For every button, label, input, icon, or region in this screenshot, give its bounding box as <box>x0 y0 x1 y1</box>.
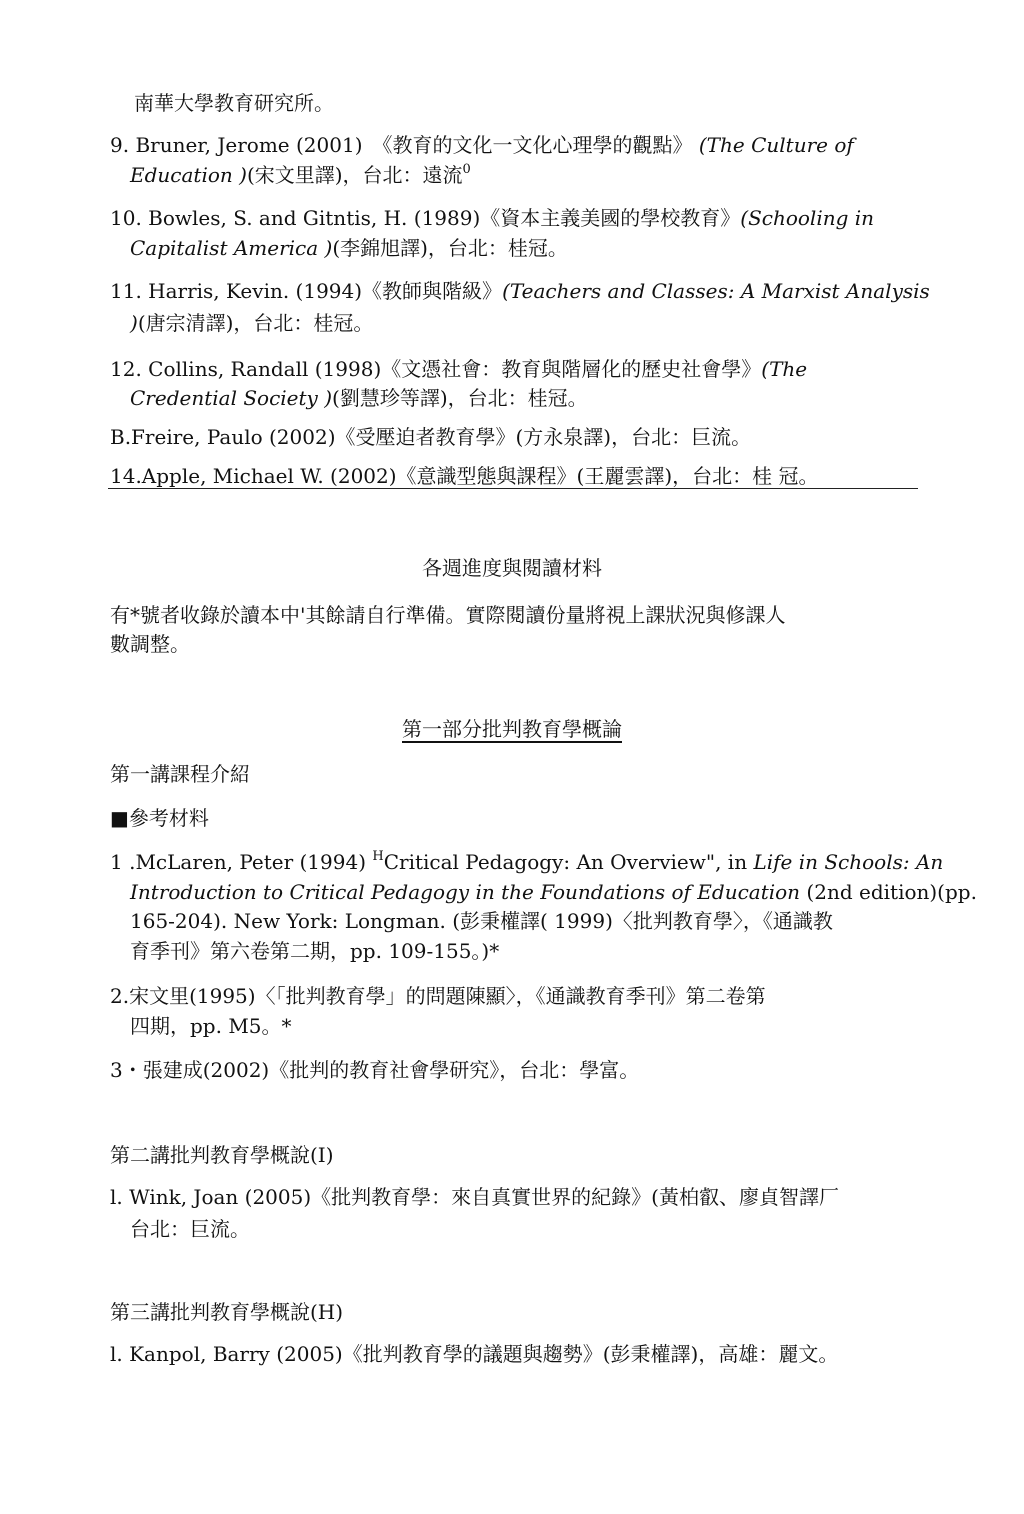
lecture1-item1-line4: 育季刊》第六卷第二期，pp. 109-155。)* <box>130 939 500 963</box>
ref-11-line2 <box>130 308 373 338</box>
ref-12-english-title: (The <box>761 357 808 381</box>
lecture1-item1-superscript: H <box>372 849 384 864</box>
lecture1-item1-edition: (2nd edition)(pp. <box>806 880 977 904</box>
lecture1-item2-line2: 四期，pp. M5。* <box>130 1014 292 1038</box>
weekly-heading: 各週進度與閱讀材料 <box>422 556 602 580</box>
lecture1-item1-author: 1 .McLaren, Peter (1994) <box>110 850 367 874</box>
ref-12-publisher: (劉慧珍等譯)，台北：桂冠。 <box>332 386 588 410</box>
ref-11-line1 <box>110 276 930 306</box>
lecture3-item1: l. Kanpol, Barry (2005)《批判教育學的議題與趨勢》(彭秉權譯)，高雄：麗文。 <box>110 1342 839 1366</box>
ref-9-english-title: (The Culture of <box>698 133 854 157</box>
lecture1-item1-line2 <box>130 877 977 907</box>
lecture1-item1-line3: 165-204). New York: Longman. (彭秉權譯( 1999)〈批判教育學〉，《通識教 <box>130 909 833 933</box>
ref-10-line1 <box>110 203 874 233</box>
lecture1-title: 第一講課程介紹 <box>110 762 250 786</box>
ref-11-publisher: (唐宗清譯)，台北：桂冠。 <box>137 311 374 335</box>
ref-14: 14.Apple, Michael W. (2002)《意識型態與課程》(王麗雲譯)，台北：桂 冠。 <box>110 464 819 488</box>
ref-10-publisher: (李錦旭譯)，台北：桂冠。 <box>332 236 568 260</box>
lecture1-item1-line1 <box>110 847 943 881</box>
part1-heading: 第一部分批判教育學概論 <box>402 717 622 741</box>
lecture1-item2-line1: 2.宋文里(1995)〈「批判教育學」的問題陳顯〉，《通識教育季刊》第二卷第 <box>110 984 766 1008</box>
ref-12-text: 12. Collins, Randall (1998)《文憑社會：教育與階層化的歷史社會學》 <box>110 357 762 381</box>
ref-11-english-title-cont: ) <box>130 311 138 335</box>
ref-9-publisher: (宋文里譯)，台北：遠流 <box>246 163 463 187</box>
ref-12-english-title-cont: Credential Society ) <box>130 386 333 410</box>
ref-9-line2 <box>130 160 471 194</box>
ref-11-english-title: (Teachers and Classes: A Marxist Analysis <box>502 279 930 303</box>
ref-9-text: 9. Bruner, Jerome (2001) 《教育的文化一文化心理學的觀點》 <box>110 133 693 157</box>
weekly-note-line2: 數調整。 <box>110 632 190 656</box>
lecture2-item1-line1: l. Wink, Joan (2005)《批判教育學：來自真實世界的紀錄》(黃柏叡、廖貞智譯厂 <box>110 1185 839 1209</box>
ref-9-english-title-cont: Education ) <box>130 163 247 187</box>
reference-materials-label: ■參考材料 <box>110 806 209 830</box>
ref-10-english-title: (Schooling in <box>740 206 875 230</box>
ref-9-line1 <box>110 130 854 160</box>
ref-9-superscript: 0 <box>462 162 471 177</box>
lecture1-item1-book-title: Life in Schools: An <box>753 850 944 874</box>
ref-12-line2 <box>130 383 588 413</box>
ref-10-line2 <box>130 233 568 263</box>
section-divider <box>108 488 918 489</box>
lecture3-title: 第三講批判教育學概說(H) <box>110 1300 344 1324</box>
lecture2-item1-line2: 台北：巨流。 <box>130 1217 250 1241</box>
ref-11-text: 11. Harris, Kevin. (1994)《教師與階級》 <box>110 279 503 303</box>
lecture2-title: 第二講批判教育學概說(I) <box>110 1143 334 1167</box>
lecture1-item3: 3・張建成(2002)《批判的教育社會學研究》，台北：學富。 <box>110 1058 640 1082</box>
ref-13: B.Freire, Paulo (2002)《受壓迫者教育學》(方永泉譯)，台北：巨流。 <box>110 425 752 449</box>
ref-continuation: 南華大學教育研究所。 <box>134 91 334 115</box>
lecture1-item1-book-title-cont: Introduction to Critical Pedagogy in the Foundations of Education <box>130 880 801 904</box>
ref-12-line1 <box>110 354 807 384</box>
weekly-note-line1: 有*號者收錄於讀本中'其餘請自行準備。實際閱讀份量將視上課狀況與修課人 <box>110 603 786 627</box>
ref-10-english-title-cont: Capitalist America ) <box>130 236 333 260</box>
lecture1-item1-title: Critical Pedagogy: An Overview", in <box>383 850 748 874</box>
ref-10-text: 10. Bowles, S. and Gitntis, H. (1989)《資本主義美國的學校教育》 <box>110 206 741 230</box>
